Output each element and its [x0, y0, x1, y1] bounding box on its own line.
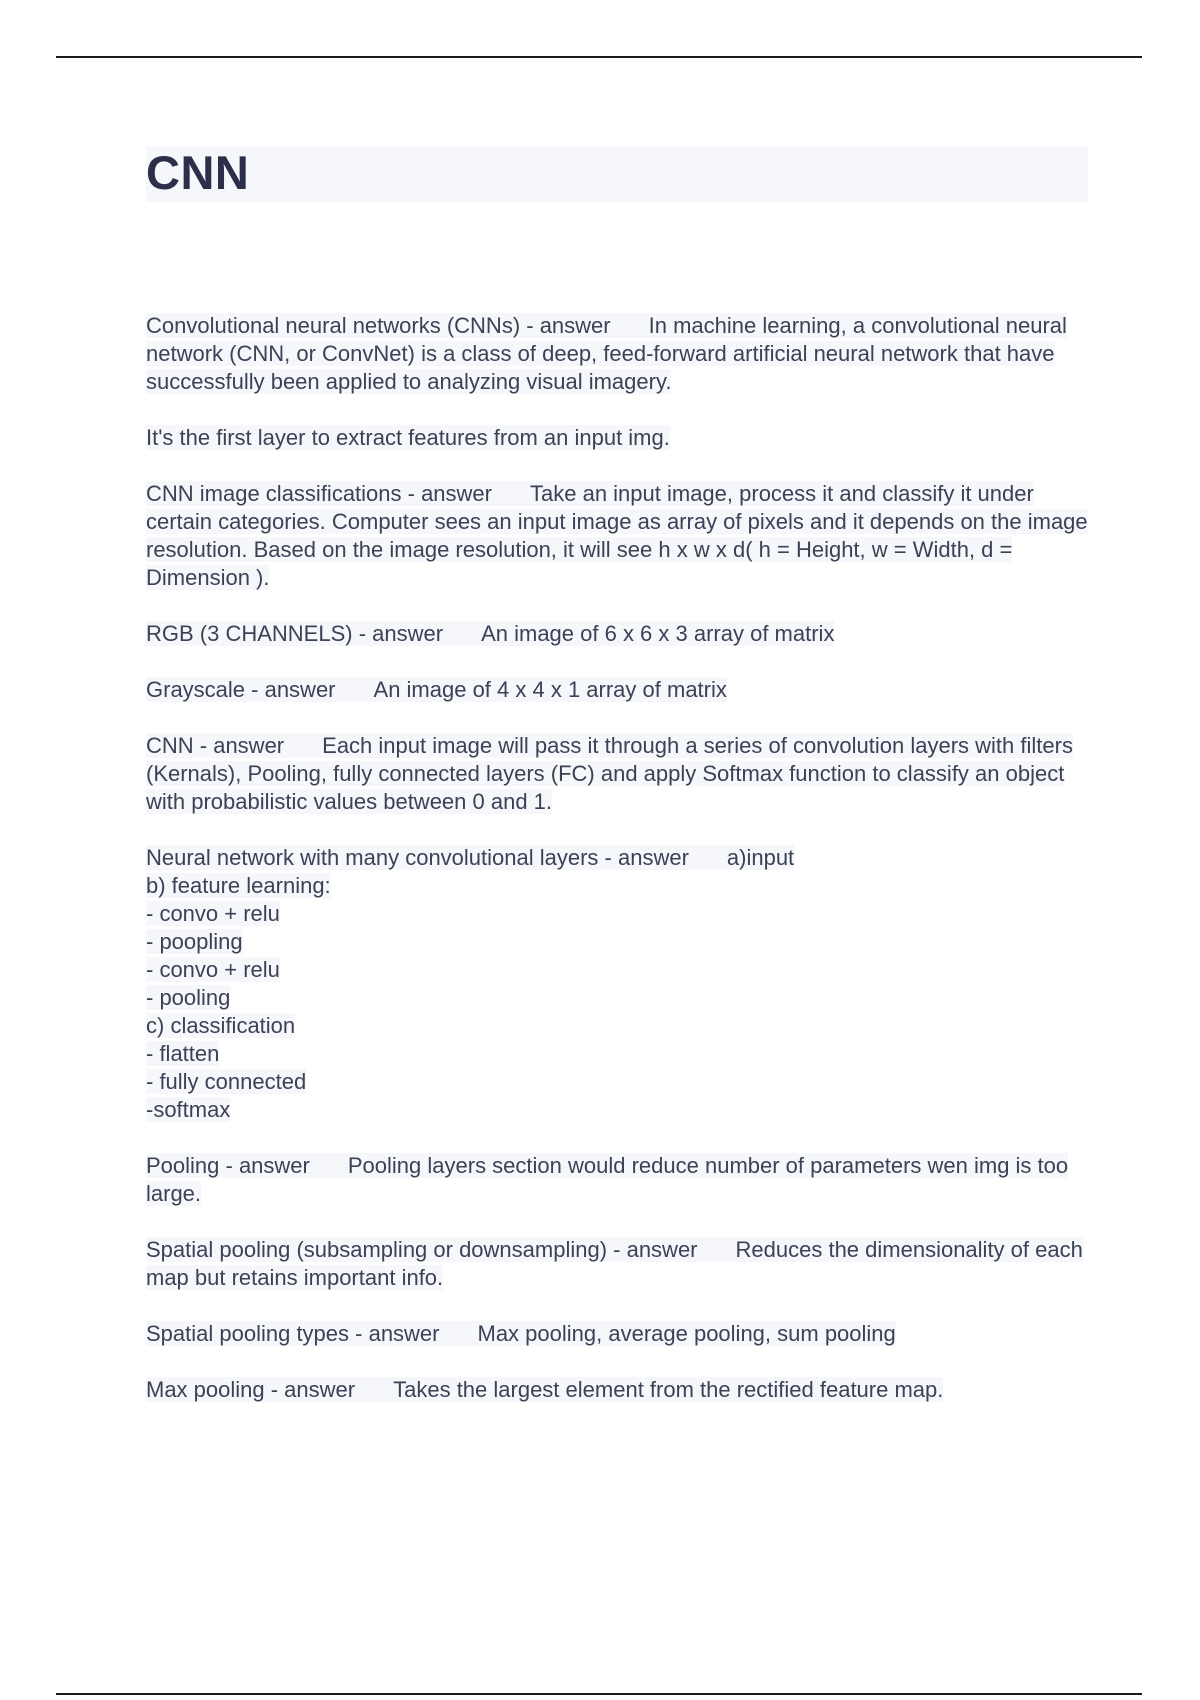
list-item: c) classification: [146, 1013, 296, 1038]
note: It's the first layer to extract features from an input img.: [146, 425, 670, 450]
list-item: -softmax: [146, 1097, 231, 1122]
answer: An image of 6 x 6 x 3 array of matrix: [481, 621, 835, 646]
term: Pooling - answer: [146, 1153, 310, 1178]
qa-entry-many-conv-layers: [146, 844, 1096, 1124]
title-band: [146, 146, 1088, 202]
answer: An image of 4 x 4 x 1 array of matrix: [373, 677, 727, 702]
answer: a)input: [726, 845, 795, 870]
term: Max pooling - answer: [146, 1377, 356, 1402]
qa-entry-spatial-pooling-types: [146, 1320, 1096, 1348]
answer: Reduces the dimensionality of each map but retains important info.: [146, 1237, 1083, 1290]
answer: In machine learning, a convolutional neural network (CNN, or ConvNet) is a class of deep, feed-forward artificial neural network that have successfully been applied to analyzing visual imagery.: [146, 313, 1067, 394]
list-item: - flatten: [146, 1041, 220, 1066]
answer: Pooling layers section would reduce number of parameters wen img is too large.: [146, 1153, 1069, 1206]
list-item: b) feature learning:: [146, 873, 331, 898]
term: Grayscale - answer: [146, 677, 336, 702]
term: Neural network with many convolutional layers - answer: [146, 845, 689, 870]
term: CNN - answer: [146, 733, 285, 758]
answer: Max pooling, average pooling, sum pooling: [477, 1321, 896, 1346]
qa-entry-cnn: [146, 732, 1096, 816]
term: RGB (3 CHANNELS) - answer: [146, 621, 444, 646]
list-item: - convo + relu: [146, 957, 280, 982]
answer: Take an input image, process it and classify it under certain categories. Computer sees an input image as array of pixels and it depends on the image resolution. Based on the image resolution, it will see h x w x d( h = Height, w = Width, d = Dimension ).: [146, 481, 1088, 590]
term: Convolutional neural networks (CNNs) - answer: [146, 313, 611, 338]
term: Spatial pooling types - answer: [146, 1321, 440, 1346]
header-rule: [56, 56, 1142, 58]
list-item: - pooling: [146, 985, 231, 1010]
term: Spatial pooling (subsampling or downsampling) - answer: [146, 1237, 698, 1262]
qa-entry-max-pooling: [146, 1376, 1096, 1404]
qa-content: [146, 312, 1096, 1432]
answer: Each input image will pass it through a series of convolution layers with filters (Kernals), Pooling, fully connected layers (FC) and apply Softmax function to classify an object with probabilistic values between 0 and 1.: [146, 733, 1073, 814]
qa-entry-spatial-pooling: [146, 1236, 1096, 1292]
list-item: - fully connected: [146, 1069, 307, 1094]
list-item: - poopling: [146, 929, 243, 954]
page-title: CNN: [146, 146, 250, 199]
answer: Takes the largest element from the rectified feature map.: [393, 1377, 944, 1402]
qa-entry-grayscale: [146, 676, 1096, 704]
qa-note: [146, 424, 1096, 452]
list-item: - convo + relu: [146, 901, 280, 926]
qa-entry-pooling: [146, 1152, 1096, 1208]
qa-entry-cnns: [146, 312, 1096, 396]
qa-entry-image-classifications: [146, 480, 1096, 592]
term: CNN image classifications - answer: [146, 481, 492, 506]
qa-entry-rgb: [146, 620, 1096, 648]
footer-rule: [56, 1693, 1142, 1695]
